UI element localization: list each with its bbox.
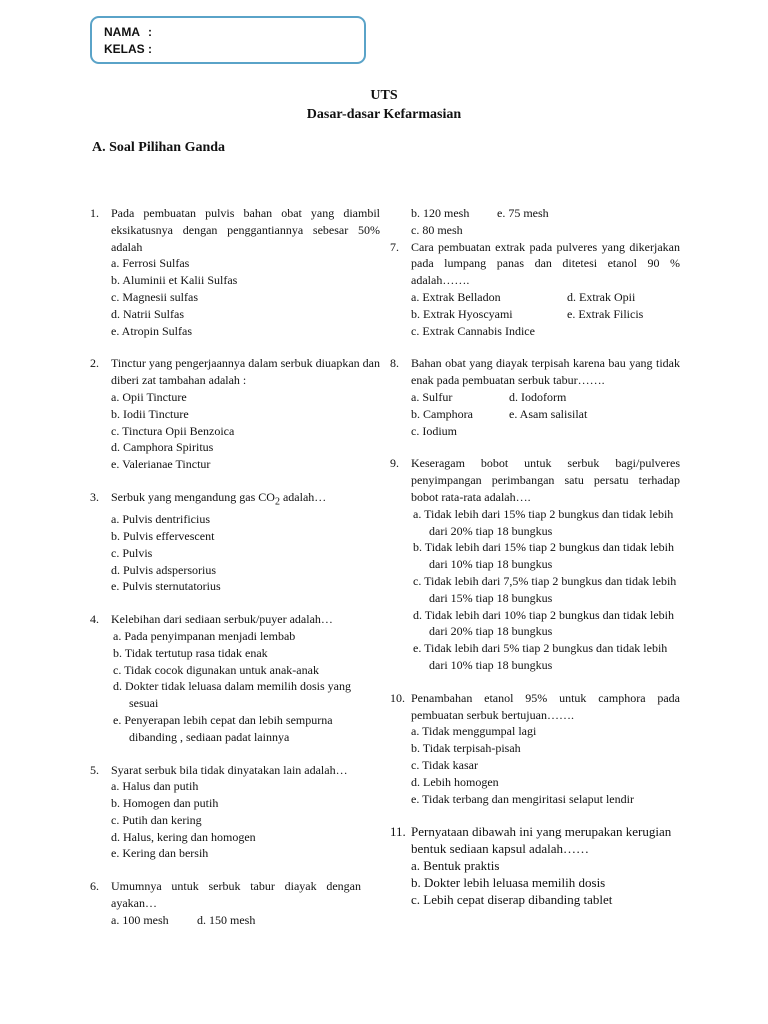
option-d: d. Camphora Spiritus: [111, 440, 214, 455]
question-3: [90, 489, 380, 595]
option-d: d. Dokter tidak leluasa dalam memilih dosis yang sesuai: [113, 679, 351, 711]
option-d: d. Pulvis adspersorius: [111, 562, 216, 577]
option-e: e. Asam salisilat: [509, 406, 588, 421]
question-number: 2.: [90, 356, 99, 371]
option-a: a. Pulvis dentrificius: [111, 512, 210, 527]
option-b: b. Iodii Tincture: [111, 406, 189, 421]
question-9: [390, 455, 680, 673]
option-b: b. 120 mesh: [411, 206, 470, 220]
option-e: e. Valerianae Tinctur: [111, 457, 211, 472]
option-e: e. 75 mesh: [497, 206, 549, 220]
question-stem: Penambahan etanol 95% untuk camphora pada pembuatan serbuk bertujuan…….: [411, 690, 680, 722]
option-c: c. Lebih cepat diserap dibanding tablet: [411, 892, 613, 908]
question-stem: Pada pembuatan pulvis bahan obat yang diambil eksikatusnya dengan penggantiannya sebesar 50% adalah: [111, 206, 380, 254]
option-d: d. Iodoform: [509, 389, 567, 404]
option-b: b. Camphora: [411, 406, 473, 421]
option-a: a. Opii Tincture: [111, 389, 187, 404]
exam-subtitle: Dasar-dasar Kefarmasian: [306, 107, 462, 122]
nama-label: NAMA: [104, 25, 140, 39]
option-a: a. Ferrosi Sulfas: [111, 256, 190, 271]
option-e: e. Extrak Filicis: [567, 306, 644, 321]
option-a: a. 100 mesh: [111, 912, 169, 927]
option-b: b. Pulvis effervescent: [111, 528, 215, 543]
question-2: [90, 355, 380, 473]
question-8: [390, 355, 680, 439]
option-e: e. Kering dan bersih: [111, 846, 209, 861]
option-e: e. Pulvis sternutatorius: [111, 579, 221, 594]
question-number: 1.: [90, 206, 99, 220]
option-b: b. Tidak lebih dari 15% tiap 2 bungkus dan tidak lebih dari 10% tiap 18 bungkus: [413, 540, 674, 572]
option-d: d. Halus, kering dan homogen: [111, 829, 256, 844]
option-d: d. Lebih homogen: [411, 774, 499, 789]
option-b: b. Homogen dan putih: [111, 796, 219, 811]
kelas-row: [104, 41, 364, 58]
question-number: 5.: [90, 762, 99, 777]
question-number: 8.: [390, 356, 399, 371]
question-1: [90, 205, 380, 339]
question-stem: Bahan obat yang diayak terpisah karena bau yang tidak enak pada pembuatan serbuk tabur…….: [411, 356, 680, 388]
option-c: c. Putih dan kering: [111, 812, 202, 827]
question-5: [90, 762, 380, 863]
option-c: c. Pulvis: [111, 545, 153, 560]
kelas-separator: :: [148, 42, 152, 56]
question-11: [390, 823, 680, 908]
left-column: [90, 205, 380, 929]
option-a: a. Sulfur: [411, 389, 453, 404]
option-d: d. 150 mesh: [197, 912, 256, 927]
option-c: c. Extrak Cannabis Indice: [411, 323, 535, 338]
question-7: [390, 239, 680, 340]
question-stem: Pernyataan dibawah ini yang merupakan kerugian bentuk sediaan kapsul adalah……: [411, 824, 672, 857]
option-row: [411, 289, 680, 306]
option-b: b. Tidak tertutup rasa tidak enak: [113, 645, 268, 660]
option-d: d. Tidak lebih dari 10% tiap 2 bungkus dan tidak lebih dari 20% tiap 18 bungkus: [413, 607, 674, 639]
option-c: c. Tinctura Opii Benzoica: [111, 423, 235, 438]
question-6: [90, 878, 380, 928]
option-c: c. Magnesii sulfas: [111, 289, 198, 304]
question-number: 11.: [390, 824, 406, 840]
student-id-box: [90, 16, 366, 64]
option-row: [111, 912, 380, 929]
nama-separator: :: [148, 25, 152, 39]
question-number: 6.: [90, 879, 99, 894]
kelas-label: KELAS: [104, 42, 145, 56]
question-6-continued: [390, 205, 680, 239]
question-stem: Tinctur yang pengerjaannya dalam serbuk diuapkan dan diberi zat tambahan adalah :: [111, 356, 380, 388]
option-row: [411, 389, 680, 406]
option-c: c. Iodium: [411, 423, 457, 438]
option-d: d. Extrak Opii: [567, 289, 636, 304]
question-stem: Syarat serbuk bila tidak dinyatakan lain adalah…: [111, 762, 348, 777]
option-e: e. Penyerapan lebih cepat dan lebih sempurna dibanding , sediaan padat lainnya: [113, 712, 333, 744]
option-c: c. Tidak cocok digunakan untuk anak-anak: [113, 662, 319, 677]
option-a: a. Bentuk praktis: [411, 858, 500, 874]
option-row: [411, 306, 680, 323]
stem-text: Serbuk yang mengandung gas CO: [111, 489, 275, 504]
option-b: b. Tidak terpisah-pisah: [411, 741, 521, 756]
option-c: c. Tidak kasar: [411, 757, 478, 772]
option-b: b. Aluminii et Kalii Sulfas: [111, 273, 238, 288]
nama-row: [104, 24, 364, 41]
option-b: b. Extrak Hyoscyami: [411, 306, 513, 321]
option-e: e. Atropin Sulfas: [111, 323, 192, 338]
option-a: a. Halus dan putih: [111, 779, 199, 794]
option-row: [411, 406, 680, 423]
option-a: a. Tidak lebih dari 15% tiap 2 bungkus dan tidak lebih dari 20% tiap 18 bungkus: [413, 506, 674, 538]
question-number: 9.: [390, 456, 399, 471]
question-4: [90, 611, 380, 745]
option-e: e. Tidak lebih dari 5% tiap 2 bungkus dan tidak lebih dari 10% tiap 18 bungkus: [413, 641, 668, 672]
exam-title: UTS: [370, 88, 398, 103]
question-number: 3.: [90, 489, 99, 504]
question-number: 10.: [390, 690, 405, 705]
question-stem: Cara pembuatan extrak pada pulveres yang dikerjakan pada lumpang panas dan ditetesi etanol 90 % adalah…….: [411, 239, 680, 288]
question-stem: [111, 489, 380, 511]
option-e: e. Tidak terbang dan mengiritasi selaput lendir: [411, 791, 634, 806]
option-c: c. Tidak lebih dari 7,5% tiap 2 bungkus dan tidak lebih dari 15% tiap 18 bungkus: [413, 573, 677, 605]
option-d: d. Natrii Sulfas: [111, 306, 184, 321]
option-a: a. Tidak menggumpal lagi: [411, 724, 537, 739]
section-heading: A. Soal Pilihan Ganda: [92, 140, 226, 155]
question-number: 4.: [90, 612, 99, 627]
question-number: 7.: [390, 239, 399, 254]
right-column: [390, 205, 680, 908]
stem-subscript: 2: [274, 496, 280, 508]
question-stem: Keseragam bobot untuk serbuk bagi/pulveres penyimpangan perimbangan satu persatu terhadap bobot rata-rata adalah….: [411, 456, 680, 504]
option-row: [411, 205, 680, 222]
question-stem: Kelebihan dari sediaan serbuk/puyer adalah…: [111, 612, 333, 627]
option-a: a. Pada penyimpanan menjadi lembab: [113, 628, 296, 643]
question-stem: Umumnya untuk serbuk tabur diayak dengan ayakan…: [111, 879, 361, 911]
option-c: c. 80 mesh: [411, 222, 463, 237]
question-10: [390, 690, 680, 808]
stem-text-end: adalah…: [279, 489, 327, 504]
option-b: b. Dokter lebih leluasa memilih dosis: [411, 875, 606, 891]
option-a: a. Extrak Belladon: [411, 289, 501, 304]
